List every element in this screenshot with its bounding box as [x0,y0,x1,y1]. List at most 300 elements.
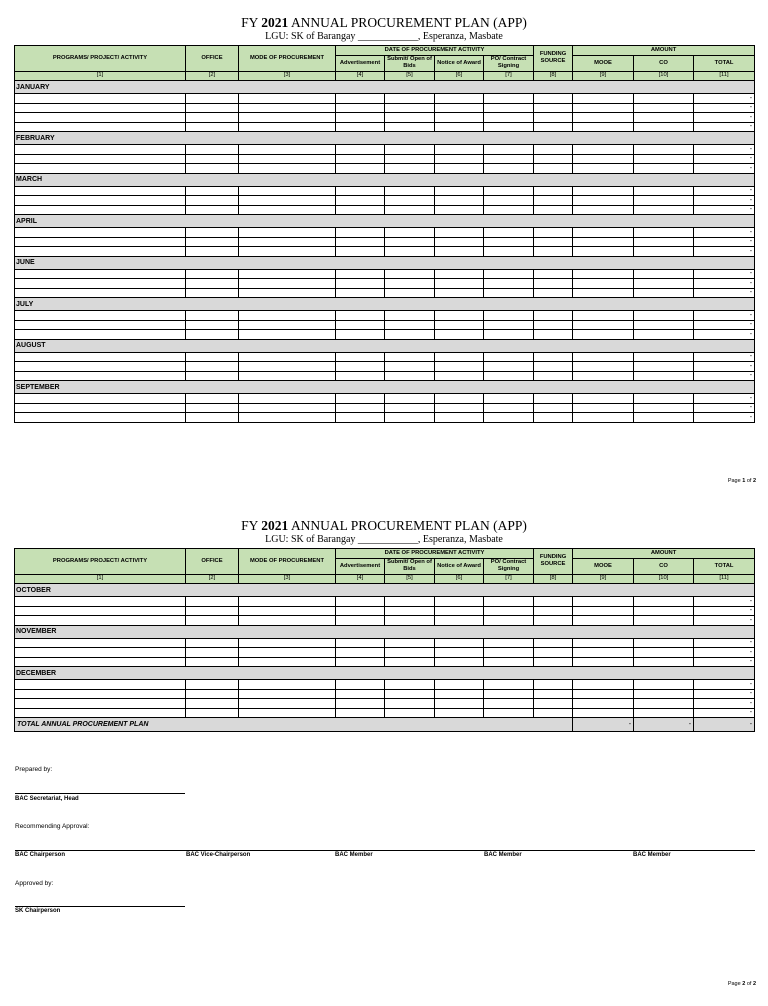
table-cell[interactable] [15,371,186,381]
table-cell[interactable] [573,606,634,616]
table-cell[interactable] [336,247,385,257]
table-cell[interactable] [573,164,634,174]
table-cell[interactable] [573,657,634,667]
table-cell[interactable] [484,113,534,123]
table-cell[interactable] [534,699,573,709]
table-cell[interactable] [336,657,385,667]
table-cell[interactable] [385,597,435,607]
table-cell[interactable] [634,186,694,196]
table-cell[interactable] [385,606,435,616]
table-cell[interactable] [534,154,573,164]
total-cell[interactable]: - [694,103,755,113]
table-cell[interactable] [484,371,534,381]
table-cell[interactable] [534,320,573,330]
table-cell[interactable] [336,413,385,423]
table-cell[interactable] [385,145,435,155]
table-cell[interactable] [573,352,634,362]
table-cell[interactable] [534,288,573,298]
table-cell[interactable] [385,122,435,132]
total-cell[interactable]: - [694,228,755,238]
table-cell[interactable] [435,616,484,626]
table-cell[interactable] [573,403,634,413]
table-cell[interactable] [336,94,385,104]
table-cell[interactable] [435,403,484,413]
table-cell[interactable] [534,113,573,123]
table-cell[interactable] [534,94,573,104]
table-cell[interactable] [435,362,484,372]
table-cell[interactable] [336,320,385,330]
table-cell[interactable] [573,680,634,690]
table-cell[interactable] [15,708,186,718]
table-cell[interactable] [484,103,534,113]
table-cell[interactable] [534,680,573,690]
table-cell[interactable] [15,413,186,423]
table-cell[interactable] [435,352,484,362]
table-cell[interactable] [15,352,186,362]
table-cell[interactable] [239,371,336,381]
table-cell[interactable] [15,699,186,709]
table-cell[interactable] [484,228,534,238]
table-cell[interactable] [385,699,435,709]
table-cell[interactable] [634,311,694,321]
table-cell[interactable] [385,247,435,257]
table-cell[interactable] [15,186,186,196]
table-cell[interactable] [484,606,534,616]
table-cell[interactable] [15,145,186,155]
table-cell[interactable] [573,269,634,279]
table-cell[interactable] [186,205,239,215]
table-cell[interactable] [15,330,186,340]
table-cell[interactable] [239,680,336,690]
table-cell[interactable] [239,228,336,238]
table-cell[interactable] [634,352,694,362]
table-cell[interactable] [385,288,435,298]
table-cell[interactable] [385,352,435,362]
table-cell[interactable] [385,638,435,648]
total-cell[interactable]: - [694,288,755,298]
total-cell[interactable]: - [694,597,755,607]
table-cell[interactable] [239,320,336,330]
table-cell[interactable] [573,205,634,215]
table-cell[interactable] [336,269,385,279]
table-cell[interactable] [239,269,336,279]
table-cell[interactable] [186,94,239,104]
table-cell[interactable] [534,638,573,648]
total-cell[interactable]: - [694,196,755,206]
table-cell[interactable] [634,708,694,718]
table-cell[interactable] [484,394,534,404]
table-cell[interactable] [534,196,573,206]
table-cell[interactable] [484,154,534,164]
table-cell[interactable] [435,648,484,658]
table-cell[interactable] [186,113,239,123]
total-cell[interactable]: - [694,413,755,423]
table-cell[interactable] [239,403,336,413]
table-cell[interactable] [336,237,385,247]
table-cell[interactable] [385,186,435,196]
table-cell[interactable] [239,657,336,667]
table-cell[interactable] [15,362,186,372]
table-cell[interactable] [239,237,336,247]
table-cell[interactable] [385,205,435,215]
table-cell[interactable] [634,145,694,155]
table-cell[interactable] [186,708,239,718]
total-cell[interactable]: - [694,94,755,104]
table-cell[interactable] [239,708,336,718]
table-cell[interactable] [435,320,484,330]
table-cell[interactable] [239,113,336,123]
table-cell[interactable] [484,94,534,104]
table-cell[interactable] [15,103,186,113]
table-cell[interactable] [484,288,534,298]
table-cell[interactable] [385,371,435,381]
table-cell[interactable] [239,362,336,372]
table-cell[interactable] [15,320,186,330]
table-cell[interactable] [573,196,634,206]
table-cell[interactable] [484,164,534,174]
table-cell[interactable] [385,394,435,404]
table-cell[interactable] [573,616,634,626]
table-cell[interactable] [484,269,534,279]
table-cell[interactable] [634,122,694,132]
total-cell[interactable]: - [694,311,755,321]
table-cell[interactable] [336,371,385,381]
table-cell[interactable] [435,247,484,257]
table-cell[interactable] [239,122,336,132]
total-cell[interactable]: - [694,616,755,626]
table-cell[interactable] [186,394,239,404]
table-cell[interactable] [484,638,534,648]
table-cell[interactable] [385,403,435,413]
table-cell[interactable] [336,597,385,607]
table-cell[interactable] [534,657,573,667]
table-cell[interactable] [534,228,573,238]
table-cell[interactable] [435,237,484,247]
table-cell[interactable] [15,394,186,404]
total-cell[interactable]: - [694,237,755,247]
table-cell[interactable] [186,154,239,164]
table-cell[interactable] [634,606,694,616]
table-cell[interactable] [634,403,694,413]
table-cell[interactable] [435,597,484,607]
table-cell[interactable] [484,708,534,718]
table-cell[interactable] [534,606,573,616]
table-cell[interactable] [239,606,336,616]
table-cell[interactable] [435,122,484,132]
table-cell[interactable] [336,394,385,404]
total-cell[interactable]: - [694,122,755,132]
table-cell[interactable] [336,708,385,718]
table-cell[interactable] [186,699,239,709]
table-cell[interactable] [336,122,385,132]
table-cell[interactable] [484,616,534,626]
table-cell[interactable] [15,237,186,247]
table-cell[interactable] [186,362,239,372]
table-cell[interactable] [435,311,484,321]
table-cell[interactable] [186,164,239,174]
table-cell[interactable] [534,616,573,626]
table-cell[interactable] [336,638,385,648]
table-cell[interactable] [239,352,336,362]
table-cell[interactable] [336,205,385,215]
table-cell[interactable] [435,94,484,104]
table-cell[interactable] [385,94,435,104]
table-cell[interactable] [573,311,634,321]
table-cell[interactable] [336,606,385,616]
table-cell[interactable] [573,186,634,196]
table-cell[interactable] [573,597,634,607]
table-cell[interactable] [435,699,484,709]
total-cell[interactable]: - [694,362,755,372]
table-cell[interactable] [573,699,634,709]
table-cell[interactable] [239,288,336,298]
table-cell[interactable] [239,145,336,155]
table-cell[interactable] [239,330,336,340]
table-cell[interactable] [186,247,239,257]
table-cell[interactable] [634,269,694,279]
table-cell[interactable] [336,228,385,238]
table-cell[interactable] [534,269,573,279]
table-cell[interactable] [435,394,484,404]
table-cell[interactable] [239,196,336,206]
table-cell[interactable] [484,330,534,340]
table-cell[interactable] [186,103,239,113]
table-cell[interactable] [385,680,435,690]
table-cell[interactable] [634,103,694,113]
table-cell[interactable] [15,205,186,215]
table-cell[interactable] [186,648,239,658]
table-cell[interactable] [336,288,385,298]
table-cell[interactable] [484,597,534,607]
table-cell[interactable] [634,94,694,104]
table-cell[interactable] [534,237,573,247]
table-cell[interactable] [634,228,694,238]
table-cell[interactable] [239,94,336,104]
table-cell[interactable] [634,320,694,330]
table-cell[interactable] [534,311,573,321]
table-cell[interactable] [186,145,239,155]
table-cell[interactable] [385,269,435,279]
total-cell[interactable]: - [694,371,755,381]
table-cell[interactable] [634,648,694,658]
table-cell[interactable] [15,648,186,658]
table-cell[interactable] [15,597,186,607]
table-cell[interactable] [186,122,239,132]
table-cell[interactable] [186,311,239,321]
table-cell[interactable] [484,122,534,132]
table-cell[interactable] [634,288,694,298]
total-cell[interactable]: - [694,708,755,718]
table-cell[interactable] [336,616,385,626]
total-cell[interactable]: - [694,606,755,616]
table-cell[interactable] [239,311,336,321]
table-cell[interactable] [239,205,336,215]
table-cell[interactable] [336,352,385,362]
table-cell[interactable] [336,145,385,155]
table-cell[interactable] [484,311,534,321]
table-cell[interactable] [15,311,186,321]
table-cell[interactable] [15,288,186,298]
table-cell[interactable] [186,237,239,247]
total-cell[interactable]: - [694,279,755,289]
table-cell[interactable] [186,320,239,330]
table-cell[interactable] [239,616,336,626]
table-cell[interactable] [573,394,634,404]
total-cell[interactable]: - [694,145,755,155]
table-cell[interactable] [385,311,435,321]
table-cell[interactable] [534,362,573,372]
table-cell[interactable] [534,371,573,381]
table-cell[interactable] [15,164,186,174]
total-cell[interactable]: - [694,648,755,658]
total-cell[interactable]: - [694,320,755,330]
table-cell[interactable] [534,279,573,289]
table-cell[interactable] [634,362,694,372]
table-cell[interactable] [435,205,484,215]
table-cell[interactable] [385,616,435,626]
table-cell[interactable] [385,657,435,667]
table-cell[interactable] [186,657,239,667]
total-cell[interactable]: - [694,689,755,699]
table-cell[interactable] [239,597,336,607]
table-cell[interactable] [385,237,435,247]
table-cell[interactable] [573,228,634,238]
table-cell[interactable] [186,228,239,238]
table-cell[interactable] [484,689,534,699]
table-cell[interactable] [385,154,435,164]
table-cell[interactable] [634,699,694,709]
table-cell[interactable] [336,680,385,690]
table-cell[interactable] [336,699,385,709]
table-cell[interactable] [573,638,634,648]
table-cell[interactable] [186,413,239,423]
table-cell[interactable] [484,320,534,330]
table-cell[interactable] [484,279,534,289]
table-cell[interactable] [336,113,385,123]
table-cell[interactable] [186,371,239,381]
table-cell[interactable] [534,403,573,413]
table-cell[interactable] [385,708,435,718]
table-cell[interactable] [15,269,186,279]
table-cell[interactable] [15,279,186,289]
table-cell[interactable] [573,247,634,257]
table-cell[interactable] [239,279,336,289]
table-cell[interactable] [573,279,634,289]
table-cell[interactable] [634,154,694,164]
table-cell[interactable] [15,616,186,626]
table-cell[interactable] [573,330,634,340]
table-cell[interactable] [484,362,534,372]
table-cell[interactable] [435,371,484,381]
table-cell[interactable] [573,94,634,104]
table-cell[interactable] [336,403,385,413]
table-cell[interactable] [385,330,435,340]
table-cell[interactable] [573,288,634,298]
table-cell[interactable] [385,164,435,174]
table-cell[interactable] [573,145,634,155]
table-cell[interactable] [634,205,694,215]
table-cell[interactable] [239,164,336,174]
table-cell[interactable] [15,196,186,206]
total-cell[interactable]: - [694,394,755,404]
table-cell[interactable] [336,311,385,321]
total-cell[interactable]: - [694,205,755,215]
table-cell[interactable] [573,362,634,372]
table-cell[interactable] [15,247,186,257]
table-cell[interactable] [435,228,484,238]
table-cell[interactable] [239,103,336,113]
table-cell[interactable] [435,657,484,667]
table-cell[interactable] [634,371,694,381]
table-cell[interactable] [484,352,534,362]
table-cell[interactable] [435,279,484,289]
table-cell[interactable] [573,320,634,330]
table-cell[interactable] [239,699,336,709]
table-cell[interactable] [385,648,435,658]
total-cell[interactable]: - [694,186,755,196]
table-cell[interactable] [534,186,573,196]
table-cell[interactable] [534,394,573,404]
table-cell[interactable] [573,413,634,423]
table-cell[interactable] [484,145,534,155]
table-cell[interactable] [534,122,573,132]
table-cell[interactable] [186,597,239,607]
table-cell[interactable] [15,680,186,690]
table-cell[interactable] [435,164,484,174]
table-cell[interactable] [15,689,186,699]
table-cell[interactable] [186,288,239,298]
table-cell[interactable] [634,237,694,247]
total-cell[interactable]: - [694,113,755,123]
total-cell[interactable]: - [694,680,755,690]
table-cell[interactable] [435,103,484,113]
table-cell[interactable] [186,616,239,626]
table-cell[interactable] [484,699,534,709]
table-cell[interactable] [435,413,484,423]
table-cell[interactable] [435,113,484,123]
table-cell[interactable] [186,606,239,616]
table-cell[interactable] [573,122,634,132]
table-cell[interactable] [186,186,239,196]
table-cell[interactable] [534,597,573,607]
table-cell[interactable] [435,269,484,279]
table-cell[interactable] [435,689,484,699]
table-cell[interactable] [336,330,385,340]
table-cell[interactable] [634,394,694,404]
table-cell[interactable] [239,394,336,404]
table-cell[interactable] [186,403,239,413]
table-cell[interactable] [385,413,435,423]
table-cell[interactable] [534,247,573,257]
table-cell[interactable] [534,648,573,658]
table-cell[interactable] [534,164,573,174]
table-cell[interactable] [15,657,186,667]
table-cell[interactable] [634,689,694,699]
table-cell[interactable] [573,708,634,718]
table-cell[interactable] [534,205,573,215]
table-cell[interactable] [484,205,534,215]
total-cell[interactable]: - [694,657,755,667]
total-cell[interactable]: - [694,154,755,164]
table-cell[interactable] [15,403,186,413]
table-cell[interactable] [385,103,435,113]
total-cell[interactable]: - [694,638,755,648]
table-cell[interactable] [435,154,484,164]
table-cell[interactable] [484,413,534,423]
table-cell[interactable] [573,689,634,699]
table-cell[interactable] [15,638,186,648]
table-cell[interactable] [15,113,186,123]
